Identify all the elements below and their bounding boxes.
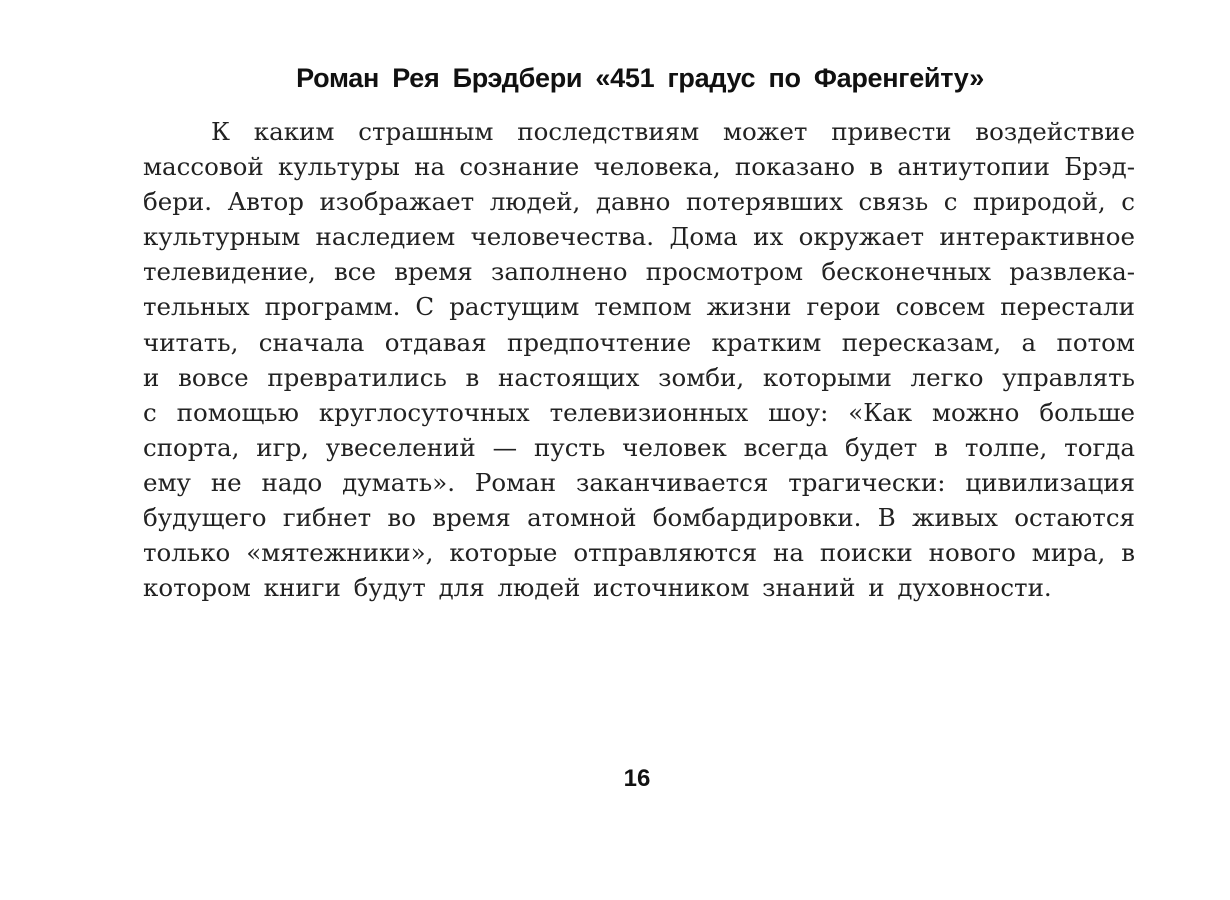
paragraph-line: бери. Автор изображает людей, давно потерявших связь с природой, с (143, 187, 1135, 217)
paragraph-line: спорта, игр, увеселений — пусть человек всегда будет в толпе, тогда (143, 432, 1135, 462)
paragraph-line: читать, сначала отдавая предпочтение кратким пересказам, а потом (143, 327, 1135, 357)
paragraph-line: с помощью круглосуточных телевизионных шоу: «Как можно больше (143, 397, 1135, 427)
paragraph-line: только «мятежники», которые отправляются на поиски нового мира, в (143, 538, 1135, 568)
page-number: 16 (623, 765, 651, 792)
paragraph-line: и вовсе превратились в настоящих зомби, которыми легко управлять (143, 362, 1135, 392)
paragraph-line: К каким страшным последствиям может привести воздействие (211, 117, 1135, 146)
paragraph-line: массовой культуры на сознание человека, показано в антиутопии Брэд- (143, 152, 1135, 182)
paragraph-line: телевидение, все время заполнено просмотром бесконечных развлека- (143, 257, 1135, 287)
chapter-title: Роман Рея Брэдбери «451 градус по Фаренгейту» (296, 63, 984, 93)
paragraph-line: культурным наследием человечества. Дома их окружает интерактивное (143, 222, 1135, 252)
paragraph-line: будущего гибнет во время атомной бомбардировки. В живых остаются (143, 503, 1135, 533)
paragraph-line: тельных программ. С растущим темпом жизни герои совсем перестали (143, 292, 1135, 322)
paragraph-line: котором книги будут для людей источником знаний и духовности. (143, 573, 1052, 603)
body-paragraph (143, 114, 1135, 605)
paragraph-line: ему не надо думать». Роман заканчивается трагически: цивилизация (143, 467, 1135, 497)
